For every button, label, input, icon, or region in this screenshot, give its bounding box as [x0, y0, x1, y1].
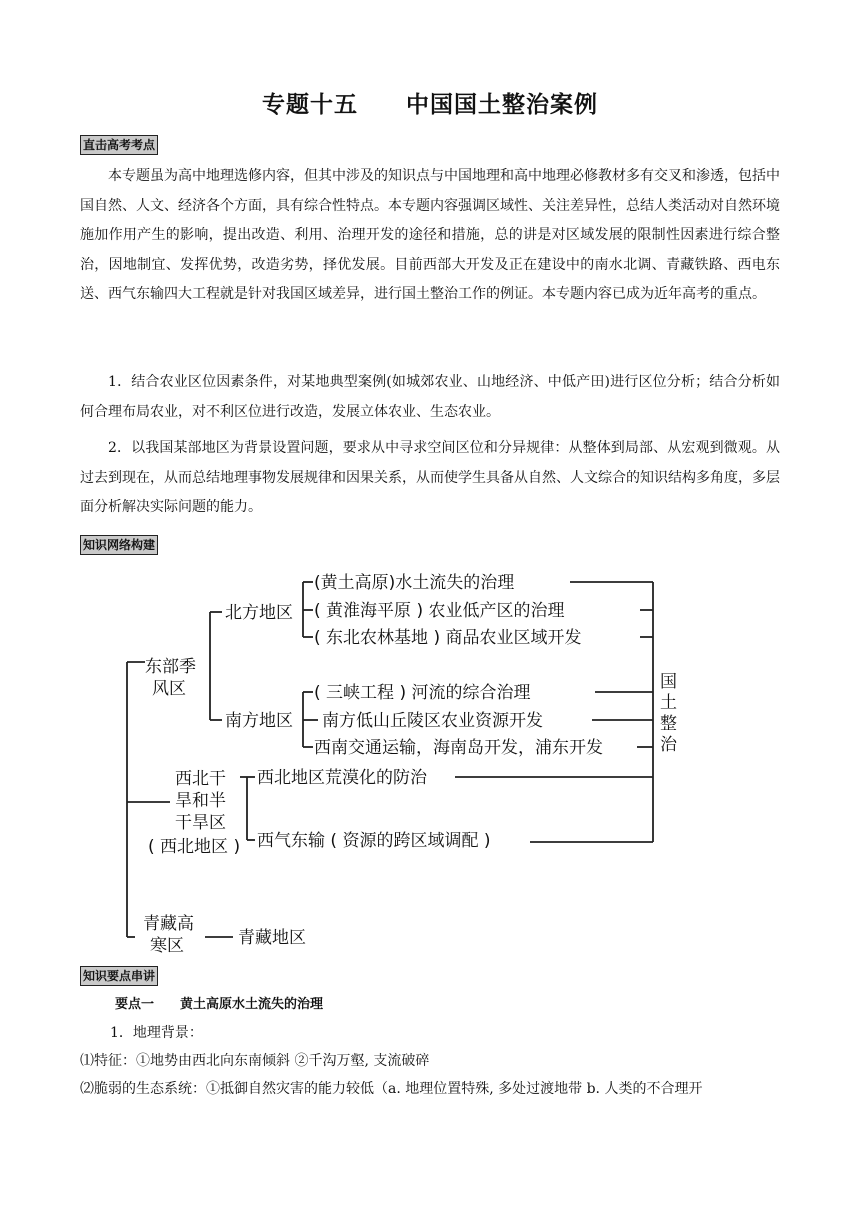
page-title: 专题十五 中国国土整治案例 — [262, 92, 598, 118]
northwest-label-1: 西北干 — [175, 769, 226, 789]
qinghai-tibet-label-2: 寒区 — [150, 936, 184, 956]
ecosystem-line: ⑵脆弱的生态系统：①抵御自然灾害的能力较低（a. 地理位置特殊, 多处过渡地带 b. 人类的不合理开 — [80, 1081, 703, 1097]
qinghai-tibet-label-1: 青藏高 — [143, 914, 194, 934]
northwest-label-2: 旱和半 — [175, 791, 226, 811]
northwest-label-3: 干旱区 — [175, 813, 226, 833]
south-region-label: 南方地区 — [225, 711, 293, 731]
northwest-item-2: 西气东输 ( 资源的跨区域调配 ) — [257, 831, 491, 851]
north-item-3: ( 东北农林基地 ) 商品农业区域开发 — [314, 628, 582, 648]
east-region-label-1: 东部季 — [145, 657, 196, 677]
exam-point-2: 2．以我国某部地区为背景设置问题，要求从中寻求空间区位和分异规律：从整体到局部、从宏观到微观。从过去到现在，从而总结地理事物发展规律和因果关系，从而使学生具备从自然、人文综合的知识结构多角度，多层面分析解决实际问题的能力。 — [80, 440, 780, 515]
north-item-1: (黄土高原)水土流失的治理 — [314, 573, 515, 593]
northwest-item-1: 西北地区荒漠化的防治 — [257, 768, 427, 788]
section-tag-knowledge-network: 知识网络构建 — [80, 535, 158, 555]
section-tag-key-points: 知识要点串讲 — [80, 966, 158, 986]
east-region-label-2: 风区 — [152, 679, 186, 699]
land-consolidation-label-4: 治 — [660, 735, 677, 755]
south-item-3: 西南交通运输，海南岛开发，浦东开发 — [314, 738, 603, 758]
section-tag-exam-points: 直击高考考点 — [80, 135, 158, 155]
intro-paragraph: 本专题虽为高中地理选修内容，但其中涉及的知识点与中国地理和高中地理必修教材多有交叉和渗透，包括中国自然、人文、经济各个方面，具有综合性特点。本专题内容强调区域性、关注差异性，总结人类活动对自然环境施加作用产生的影响，提出改造、利用、治理开发的途径和措施，总的讲是对区域发展的限制性因素进行综合整治，因地制宜、发挥优势，改造劣势，择优发展。目前西部大开发及正在建设中的南水北调、青藏铁路、西电东送、西气东输四大工程就是针对我国区域差异，进行国土整治工作的例证。本专题内容已成为近年高考的重点。 — [80, 168, 780, 302]
land-consolidation-label-1: 国 — [660, 672, 677, 692]
south-item-1: ( 三峡工程 ) 河流的综合治理 — [314, 683, 531, 703]
north-region-label: 北方地区 — [225, 603, 293, 623]
knowledge-network-diagram — [110, 562, 677, 957]
north-item-2: ( 黄淮海平原 ) 农业低产区的治理 — [314, 601, 565, 621]
key-point-heading: 要点一 黄土高原水土流失的治理 — [115, 997, 324, 1012]
feature-line: ⑴特征：①地势由西北向东南倾斜 ②千沟万壑, 支流破碎 — [80, 1053, 430, 1069]
northwest-label-4: ( 西北地区 ) — [148, 837, 241, 857]
background-line: 1．地理背景： — [110, 1025, 203, 1041]
land-consolidation-label-2: 土 — [660, 693, 677, 713]
land-consolidation-label-3: 整 — [660, 714, 677, 734]
exam-point-1: 1．结合农业区位因素条件，对某地典型案例(如城郊农业、山地经济、中低产田)进行区位分析；结合分析如何合理布局农业，对不利区位进行改造，发展立体农业、生态农业。 — [80, 374, 780, 420]
qinghai-tibet-item: 青藏地区 — [238, 928, 306, 948]
south-item-2: 南方低山丘陵区农业资源开发 — [322, 711, 543, 731]
